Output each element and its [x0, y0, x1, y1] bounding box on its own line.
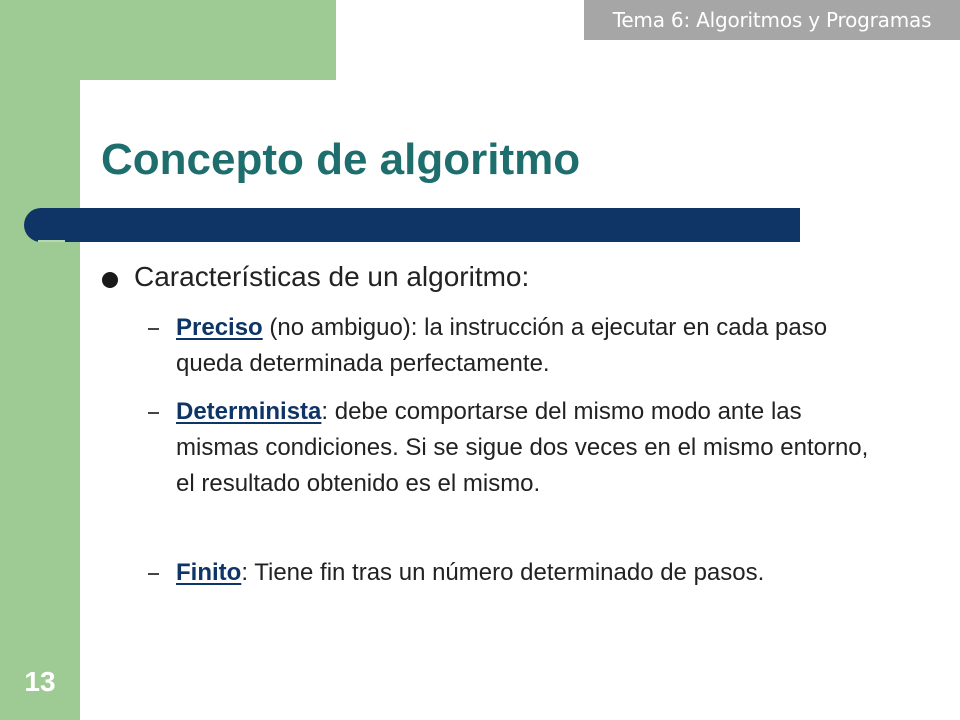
left-sidebar-band	[0, 0, 80, 720]
sub-item-text	[176, 394, 876, 502]
term-determinista: Determinista	[176, 398, 322, 425]
sub-item-text	[176, 555, 876, 591]
title-underline-accent	[38, 240, 65, 242]
dash-icon	[148, 328, 159, 330]
dash-icon	[148, 573, 159, 575]
slide-title: Concepto de algoritmo	[101, 135, 581, 184]
term-preciso: Preciso	[176, 314, 263, 341]
title-underline-bar	[24, 208, 800, 242]
top-green-band	[0, 0, 336, 80]
topic-header: Tema 6: Algoritmos y Programas	[584, 0, 960, 40]
term-finito: Finito	[176, 559, 242, 586]
bullet-text: Características de un algoritmo:	[134, 261, 530, 292]
description-determinista: : debe comportarse del mismo modo ante las mismas condiciones. Si se sigue dos veces en el mismo entorno, el resultado obtenido es el mismo.	[176, 398, 869, 497]
description-finito: : Tiene fin tras un número determinado de pasos.	[241, 559, 765, 586]
sub-item-text	[176, 310, 876, 382]
description-preciso: (no ambiguo): la instrucción a ejecutar en cada paso queda determinada perfectamente.	[176, 314, 828, 377]
dash-icon	[148, 412, 159, 414]
bullet-dot-icon	[102, 272, 118, 288]
slide-number: 13	[24, 666, 56, 697]
